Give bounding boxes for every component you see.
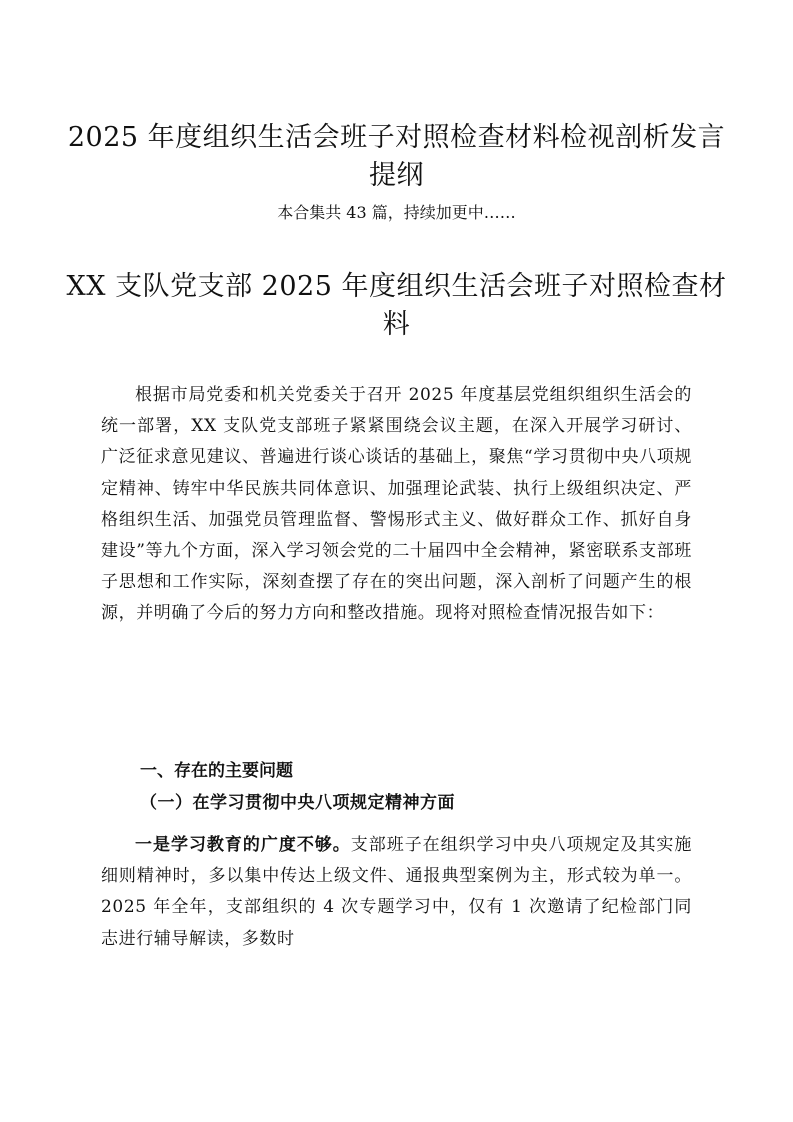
point-1-text: 支部班子在组织学习中央八项规定及其实施细则精神时，多以集中传达上级文件、通报典型案例为主，形式较为单一。2025 年全年，支部组织的 4 次专题学习中，仅有 1 次邀请了纪检部门同志进行辅导解读，多数时 [101, 835, 692, 949]
point-1-paragraph [101, 830, 692, 955]
intro-paragraph: 根据市局党委和机关党委关于召开 2025 年度基层党组织组织生活会的统一部署，XX 支队党支部班子紧紧围绕会议主题，在深入开展学习研讨、广泛征求意见建议、普遍进行谈心谈话的基础上，聚焦“学习贯彻中央八项规定精神、铸牢中华民族共同体意识、加强理论武装、执行上级组织决定、严格组织生活、加强党员管理监督、警惕形式主义、做好群众工作、抓好自身建设”等九个方面，深入学习领会党的二十届四中全会精神，紧密联系支部班子思想和工作实际，深刻查摆了存在的突出问题，深入剖析了问题产生的根源，并明确了今后的努力方向和整改措施。现将对照检查情况报告如下： [101, 385, 692, 624]
subheading-eight-rules: （一）在学习贯彻中央八项规定精神方面 [140, 793, 455, 813]
collection-subtitle: 本合集共 43 篇，持续加更中…… [277, 203, 516, 222]
heading-existing-problems: 一、存在的主要问题 [140, 761, 293, 781]
section-title: XX 支队党支部 2025 年度组织生活会班子对照检查材料 [66, 271, 727, 340]
document-main-title: 2025 年度组织生活会班子对照检查材料检视剖析发言提纲 [67, 122, 726, 191]
point-1-lead: 一是学习教育的广度不够。 [135, 835, 351, 855]
